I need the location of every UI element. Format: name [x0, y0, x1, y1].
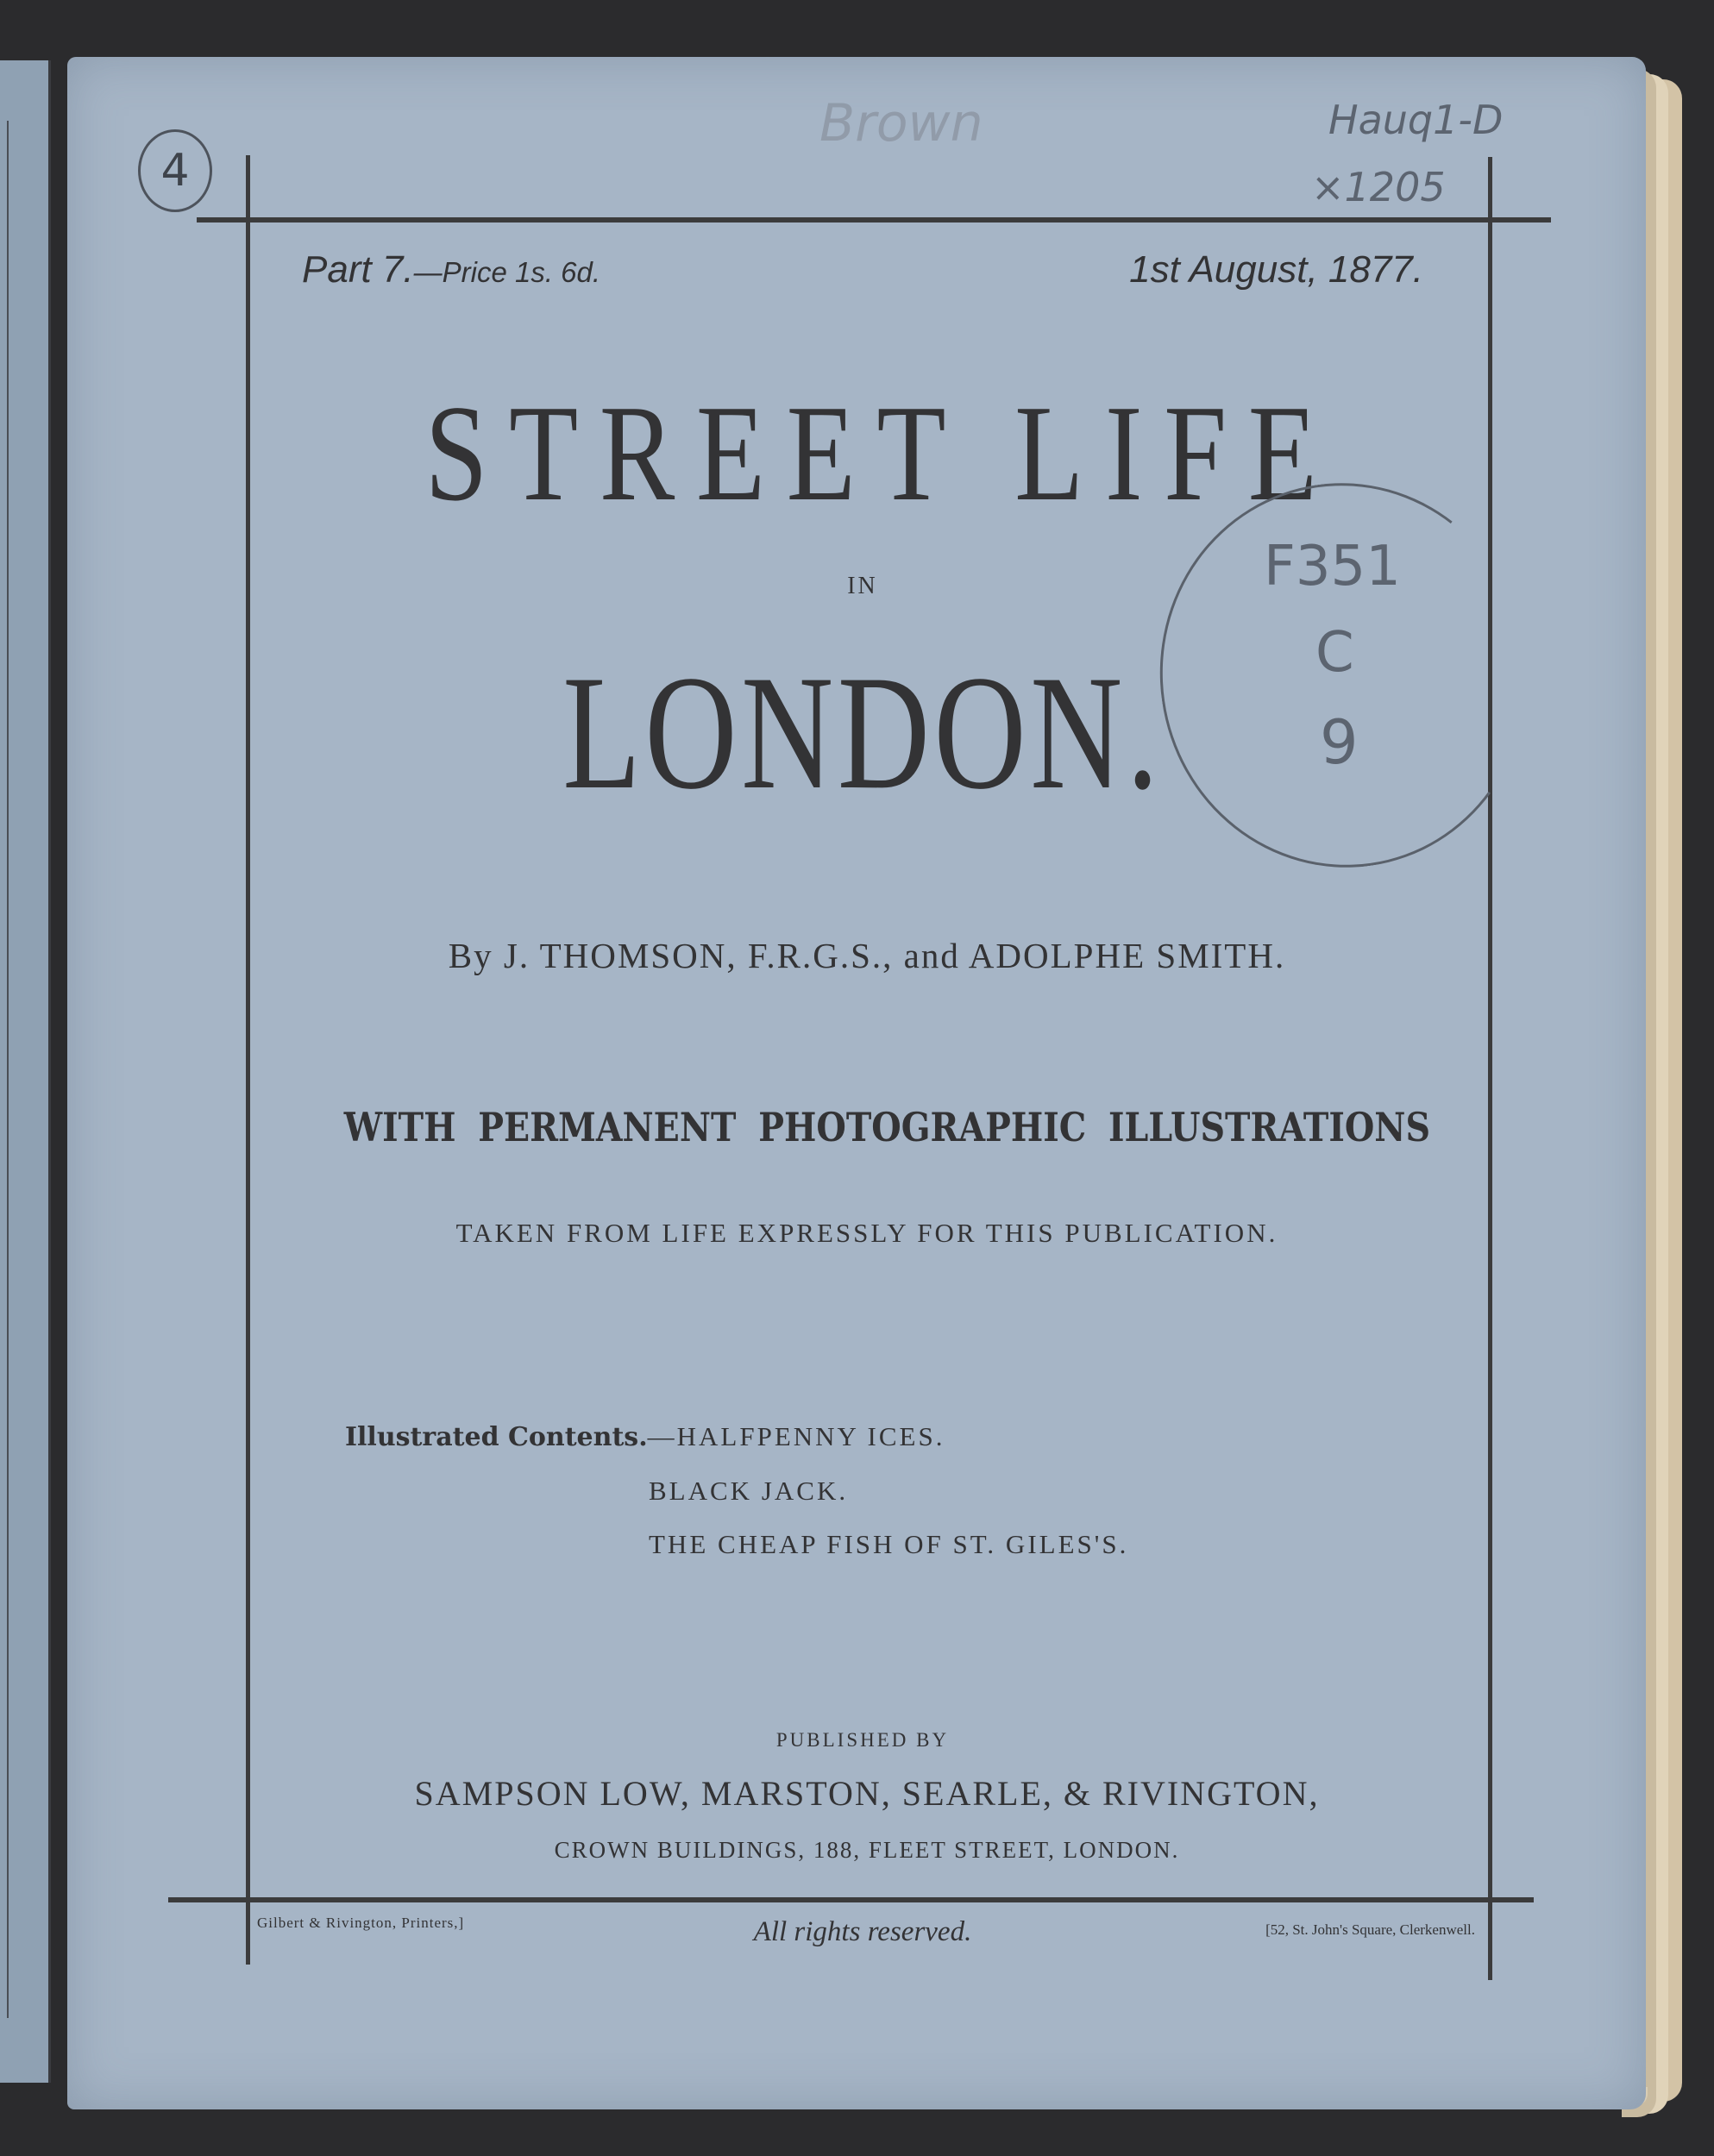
pencil-reference: ×1205 [1311, 164, 1446, 210]
authors-line: By J. THOMSON, F.R.G.S., and ADOLPHE SMITH. [448, 936, 1286, 975]
pencil-shelfmark: F351 [1264, 535, 1401, 599]
pencil-signature: Brown [819, 93, 983, 154]
publisher-address: CROWN BUILDINGS, 188, FLEET STREET, LONDON. [554, 1837, 1180, 1863]
illustrations-line: WITH PERMANENT PHOTOGRAPHIC ILLUSTRATIONS [343, 1104, 1431, 1150]
title-street-life: STREET LIFE [424, 376, 1339, 530]
publisher-name: SAMPSON LOW, MARSTON, SEARLE, & RIVINGTON, [414, 1774, 1320, 1813]
contents-item: —HALFPENNY ICES. [647, 1421, 945, 1451]
title-london: LONDON. [562, 642, 1163, 824]
published-by-label: PUBLISHED BY [775, 1729, 950, 1751]
contents-item: BLACK JACK. [649, 1476, 849, 1506]
contents-heading: Illustrated Contents. [345, 1422, 648, 1452]
facing-page-rule [7, 121, 9, 2018]
issue-line [302, 248, 1423, 300]
pencil-circled-number: 4 [138, 129, 212, 212]
frame-rule-bottom [168, 1897, 1534, 1902]
issue-date: 1st August, 1877. [1129, 248, 1423, 291]
contents-item: THE CHEAP FISH OF ST. GILES'S. [649, 1529, 1129, 1559]
taken-from-life-line: TAKEN FROM LIFE EXPRESSLY FOR THIS PUBLICATION. [455, 1218, 1278, 1248]
printer-address: [52, St. John's Square, Clerkenwell. [1265, 1921, 1475, 1938]
issue-price: —Price 1s. 6d. [413, 256, 601, 288]
frame-rule-top [197, 217, 1551, 222]
pencil-shelfmark: C [1315, 621, 1354, 685]
issue-part-price [302, 248, 600, 291]
pencil-reference: Hauq1-D [1328, 97, 1504, 143]
printer-credit: Gilbert & Rivington, Printers,] [257, 1915, 465, 1931]
rights-notice: All rights reserved. [753, 1916, 972, 1947]
issue-part: Part 7. [302, 248, 414, 291]
illustrated-contents [345, 1410, 1380, 1583]
contents-row [345, 1410, 1380, 1464]
frame-rule-right [1488, 157, 1492, 1980]
title-in: IN [847, 573, 878, 599]
frame-rule-left [246, 155, 250, 1965]
pencil-shelfmark: 9 [1320, 707, 1359, 778]
